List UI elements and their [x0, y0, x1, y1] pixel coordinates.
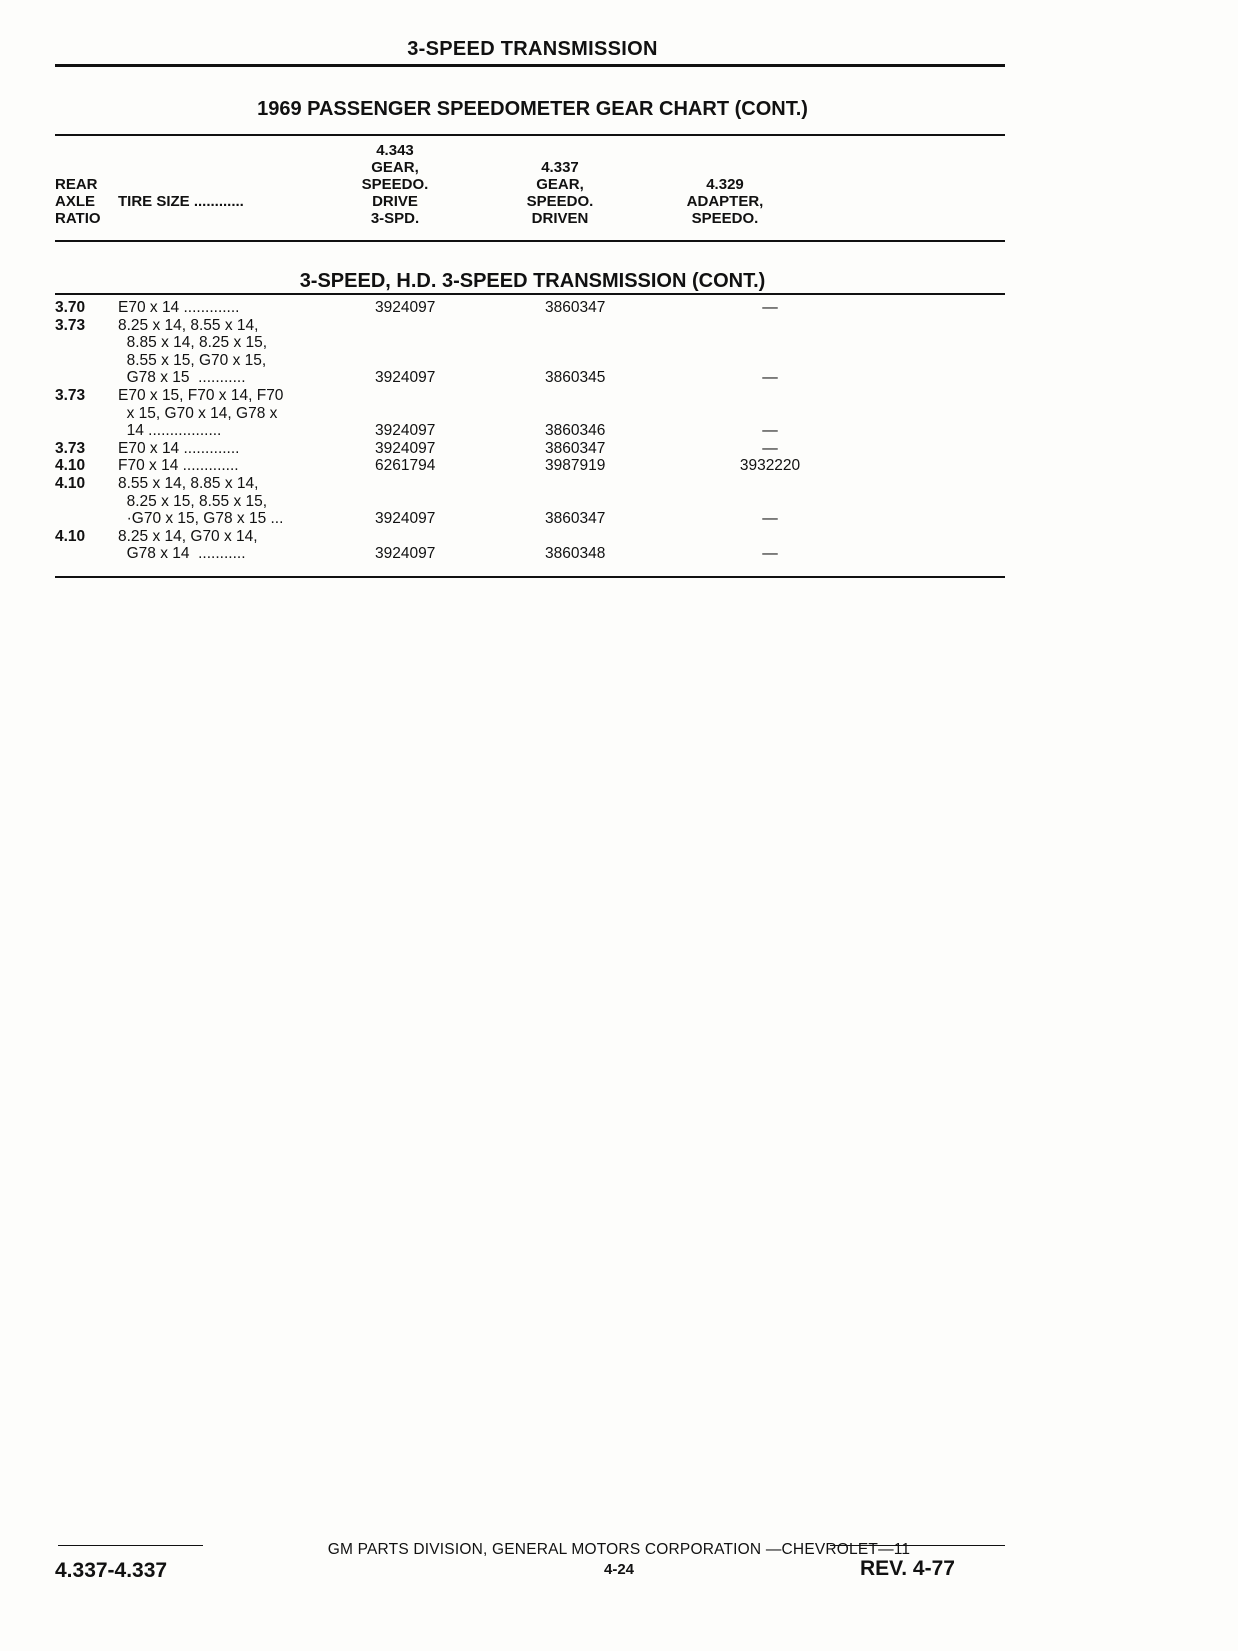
header-bottom-rule	[55, 240, 1005, 242]
col-drive-line: DRIVE	[372, 193, 418, 210]
row-axle-ratio: 4.10	[55, 475, 86, 492]
page-header-title: 3-SPEED TRANSMISSION	[407, 38, 658, 60]
row-speedo-drive: 6261794	[375, 457, 436, 475]
row-speedo-drive: 3924097	[375, 369, 436, 387]
row-adapter: —	[762, 545, 778, 563]
row-tire-size: 14 .................	[118, 422, 222, 440]
row-speedo-drive: 3924097	[375, 299, 436, 316]
col-adapter-line: ADAPTER,	[686, 193, 764, 210]
row-tire-size: G78 x 15 ...........	[118, 369, 246, 387]
row-axle-ratio: 3.73	[55, 316, 86, 334]
row-axle-ratio: 3.70	[55, 299, 86, 316]
row-tire-size: 8.55 x 15, G70 x 15,	[118, 351, 267, 369]
row-adapter: —	[762, 299, 778, 316]
footer-page-number: 4-24	[603, 1561, 635, 1578]
row-speedo-drive: 3924097	[375, 439, 436, 457]
row-tire-size: F70 x 14 .............	[118, 457, 239, 475]
row-tire-size: 8.25 x 15, 8.55 x 15,	[118, 492, 268, 510]
col-adapter-line: 4.329	[706, 176, 744, 193]
col-drive-line: 3-SPD.	[370, 210, 420, 227]
row-adapter: —	[762, 369, 778, 387]
table-top-rule	[55, 134, 1005, 136]
col-drive-line: SPEEDO.	[361, 176, 429, 193]
row-speedo-drive: 3924097	[375, 545, 436, 563]
row-speedo-drive: 3924097	[375, 510, 436, 528]
row-speedo-drive: 3924097	[375, 422, 436, 440]
col-ratio-label: RATIO	[55, 210, 101, 227]
section-title: 3-SPEED, H.D. 3-SPEED TRANSMISSION (CONT.)	[299, 270, 766, 292]
header-rule	[55, 64, 1005, 67]
footer-revision: REV. 4-77	[860, 1557, 955, 1580]
col-speedo-drive	[340, 142, 450, 227]
row-tire-size: 8.25 x 14, G70 x 14,	[118, 527, 258, 545]
row-speedo-driven: 3860346	[545, 422, 606, 440]
row-speedo-driven: 3860347	[545, 299, 606, 316]
row-tire-size: E70 x 14 .............	[118, 439, 240, 457]
row-tire-size: E70 x 15, F70 x 14, F70	[118, 387, 284, 404]
row-tire-size: G78 x 14 ...........	[118, 545, 246, 563]
row-adapter: 3932220	[739, 457, 801, 475]
col-adapter	[660, 176, 790, 227]
table-bottom-rule	[55, 576, 1005, 578]
col-driven-line: 4.337	[541, 159, 579, 176]
row-adapter: —	[762, 510, 778, 528]
row-tire-size: 8.25 x 14, 8.55 x 14,	[118, 316, 259, 334]
row-tire-size: x 15, G70 x 14, G78 x	[118, 404, 278, 422]
row-adapter: —	[762, 439, 778, 457]
row-tire-size: 8.85 x 14, 8.25 x 15,	[118, 334, 268, 352]
col-adapter-line: SPEEDO.	[691, 210, 759, 227]
footer-section-code: 4.337-4.337	[55, 1559, 168, 1582]
footer-corporation: GM PARTS DIVISION, GENERAL MOTORS CORPORATION —CHEVROLET—11	[327, 1541, 911, 1558]
row-speedo-driven: 3860348	[545, 545, 606, 563]
col-rear-label: REAR	[55, 176, 98, 193]
row-axle-ratio: 3.73	[55, 387, 86, 404]
section-rule	[55, 293, 1005, 295]
row-tire-size: ·G70 x 15, G78 x 15 ...	[118, 510, 284, 528]
col-driven-line: DRIVEN	[531, 210, 589, 227]
row-axle-ratio: 4.10	[55, 457, 86, 475]
chart-title: 1969 PASSENGER SPEEDOMETER GEAR CHART (CONT.)	[257, 98, 808, 120]
row-axle-ratio: 4.10	[55, 527, 86, 545]
col-drive-line: 4.343	[376, 142, 414, 159]
row-speedo-driven: 3860345	[545, 369, 606, 387]
row-tire-size: 8.55 x 14, 8.85 x 14,	[118, 475, 259, 492]
col-driven-line: SPEEDO.	[526, 193, 594, 210]
row-speedo-driven: 3860347	[545, 510, 606, 528]
row-axle-ratio: 3.73	[55, 439, 86, 457]
col-speedo-driven	[505, 159, 615, 227]
col-tire-size: TIRE SIZE ............	[118, 193, 244, 210]
col-drive-line: GEAR,	[371, 159, 419, 176]
col-rear-axle-ratio	[55, 176, 101, 227]
col-axle-label: AXLE	[55, 193, 96, 210]
row-speedo-driven: 3987919	[545, 457, 606, 475]
row-speedo-driven: 3860347	[545, 439, 606, 457]
row-tire-size: E70 x 14 .............	[118, 299, 240, 316]
row-adapter: —	[762, 422, 778, 440]
col-driven-line: GEAR,	[536, 176, 584, 193]
